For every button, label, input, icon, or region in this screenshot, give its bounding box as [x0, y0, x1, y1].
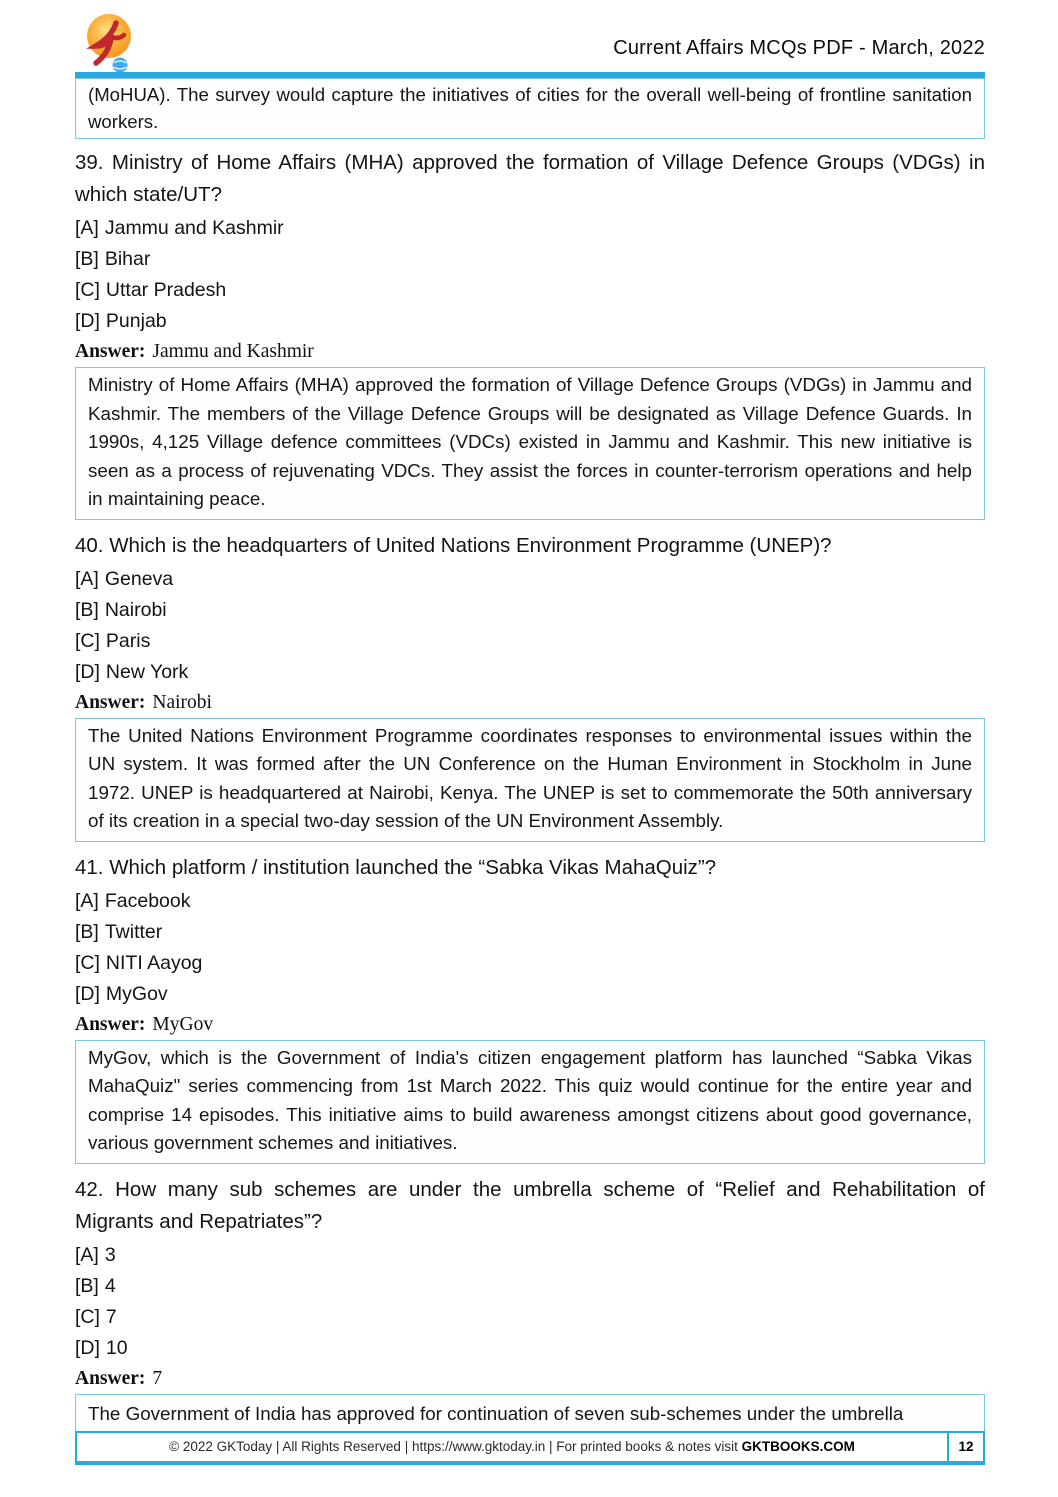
- answer-value: MyGov: [152, 1013, 214, 1035]
- option-label: Facebook: [104, 889, 191, 912]
- option-a: [75, 213, 985, 244]
- option-c: [75, 275, 985, 306]
- page-number: 12: [947, 1433, 983, 1461]
- option-a: [75, 564, 985, 595]
- answer-line: [75, 691, 985, 715]
- option-label: NITI Aayog: [105, 951, 203, 974]
- answer-value: Nairobi: [152, 691, 212, 713]
- answer-value: Jammu and Kashmir: [152, 341, 314, 362]
- answer-value: 7: [152, 1367, 163, 1389]
- answer-line: [75, 1013, 985, 1037]
- option-c: [75, 626, 985, 657]
- option-b: [75, 244, 985, 275]
- option-c: [75, 1302, 985, 1333]
- question-text: [75, 147, 985, 211]
- answer-label: Answer:: [75, 1013, 146, 1035]
- options-list: [75, 886, 985, 1010]
- option-label: MyGov: [105, 982, 168, 1005]
- option-label: Punjab: [105, 310, 167, 332]
- option-key: [D]: [75, 982, 100, 1005]
- continuation-explanation-box: (MoHUA). The survey would capture the initiatives of cities for the overall well-being of frontline sanitation workers.: [75, 78, 985, 139]
- explanation-box: MyGov, which is the Government of India's citizen engagement platform has launched “Sabka Vikas MahaQuiz" series commencing from 1st March 2022. This quiz would continue for the entire year and comprise 14 episodes. This initiative aims to build awareness amongst citizens about good governance, various government schemes and initiatives.: [75, 1040, 985, 1164]
- question-number: 42.: [75, 1177, 104, 1201]
- footer-brand: GKTBOOKS.COM: [741, 1438, 855, 1454]
- option-label: Geneva: [104, 567, 174, 590]
- explanation-box-truncated: The Government of India has approved for continuation of seven sub-schemes under the umbrella: [75, 1394, 985, 1431]
- question-body: Which is the headquarters of United Nations Environment Programme (UNEP)?: [109, 533, 832, 557]
- question-text: [75, 530, 985, 562]
- page-header: [75, 0, 985, 78]
- question-number: 41.: [75, 855, 104, 879]
- question-40: [75, 530, 985, 842]
- option-key: [C]: [75, 951, 100, 974]
- options-list: [75, 213, 985, 337]
- option-label: Nairobi: [104, 598, 167, 621]
- option-key: [D]: [75, 660, 100, 683]
- option-key: [D]: [75, 1336, 100, 1359]
- question-text: [75, 852, 985, 884]
- document-title: Current Affairs MCQs PDF - March, 2022: [613, 37, 985, 59]
- answer-label: Answer:: [75, 341, 146, 362]
- question-39: [75, 147, 985, 520]
- option-b: [75, 595, 985, 626]
- option-key: [B]: [75, 920, 99, 943]
- option-a: [75, 1240, 985, 1271]
- question-42: [75, 1174, 985, 1431]
- option-key: [D]: [75, 310, 100, 332]
- answer-line: [75, 1367, 985, 1391]
- option-d: [75, 979, 985, 1010]
- option-d: [75, 657, 985, 688]
- options-list: [75, 564, 985, 688]
- option-label: Jammu and Kashmir: [104, 217, 284, 239]
- option-key: [B]: [75, 1274, 99, 1297]
- option-label: Twitter: [104, 920, 163, 943]
- footer-copyright: [77, 1433, 947, 1461]
- option-label: Uttar Pradesh: [105, 279, 227, 301]
- option-label: 7: [105, 1305, 117, 1328]
- explanation-box: The United Nations Environment Programme coordinates responses to environmental issues within the UN system. It was formed after the UN Conference on the Human Environment in Stockholm in June 1972. UNEP is headquartered at Nairobi, Kenya. The UNEP is set to commemorate the 50th anniversary of its creation in a special two-day session of the UN Environment Assembly.: [75, 718, 985, 842]
- option-key: [A]: [75, 567, 99, 590]
- option-label: Paris: [105, 629, 151, 652]
- question-body: Ministry of Home Affairs (MHA) approved the formation of Village Defence Groups (VDGs) in which state/UT?: [75, 151, 985, 206]
- option-key: [A]: [75, 1243, 99, 1266]
- option-key: [A]: [75, 889, 99, 912]
- question-body: Which platform / institution launched the “Sabka Vikas MahaQuiz”?: [109, 855, 717, 879]
- question-41: [75, 852, 985, 1164]
- answer-label: Answer:: [75, 1367, 146, 1389]
- option-label: New York: [105, 660, 189, 683]
- option-d: [75, 306, 985, 337]
- page-footer: [75, 1431, 985, 1465]
- options-list: [75, 1240, 985, 1364]
- question-body: How many sub schemes are under the umbrella scheme of “Relief and Rehabilitation of Migrants and Repatriates”?: [75, 1177, 985, 1233]
- question-number: 39.: [75, 151, 104, 174]
- option-key: [C]: [75, 629, 100, 652]
- option-key: [B]: [75, 598, 99, 621]
- question-number: 40.: [75, 533, 104, 557]
- explanation-box: Ministry of Home Affairs (MHA) approved the formation of Village Defence Groups (VDGs) in Jammu and Kashmir. The members of the Village Defence Groups will be designated as Village Defence Guards. In 1990s, 4,125 Village defence committees (VDCs) existed in Jammu and Kashmir. This new initiative is seen as a process of rejuvenating VDCs. They assist the forces in counter-terrorism operations and help in maintaining peace.: [75, 367, 985, 520]
- option-key: [B]: [75, 248, 99, 270]
- option-key: [A]: [75, 217, 99, 239]
- option-key: [C]: [75, 279, 100, 301]
- option-label: 10: [105, 1336, 128, 1359]
- option-d: [75, 1333, 985, 1364]
- option-c: [75, 948, 985, 979]
- option-key: [C]: [75, 1305, 100, 1328]
- footer-copyright-text: © 2022 GKToday | All Rights Reserved | https://www.gktoday.in | For printed books & notes visit: [169, 1438, 742, 1454]
- option-label: 3: [104, 1243, 116, 1266]
- option-b: [75, 917, 985, 948]
- question-text: [75, 1174, 985, 1238]
- answer-line: [75, 340, 985, 364]
- option-label: 4: [104, 1274, 116, 1297]
- gktoday-logo-icon: [75, 12, 139, 78]
- option-label: Bihar: [104, 248, 151, 270]
- option-a: [75, 886, 985, 917]
- option-b: [75, 1271, 985, 1302]
- answer-label: Answer:: [75, 691, 146, 713]
